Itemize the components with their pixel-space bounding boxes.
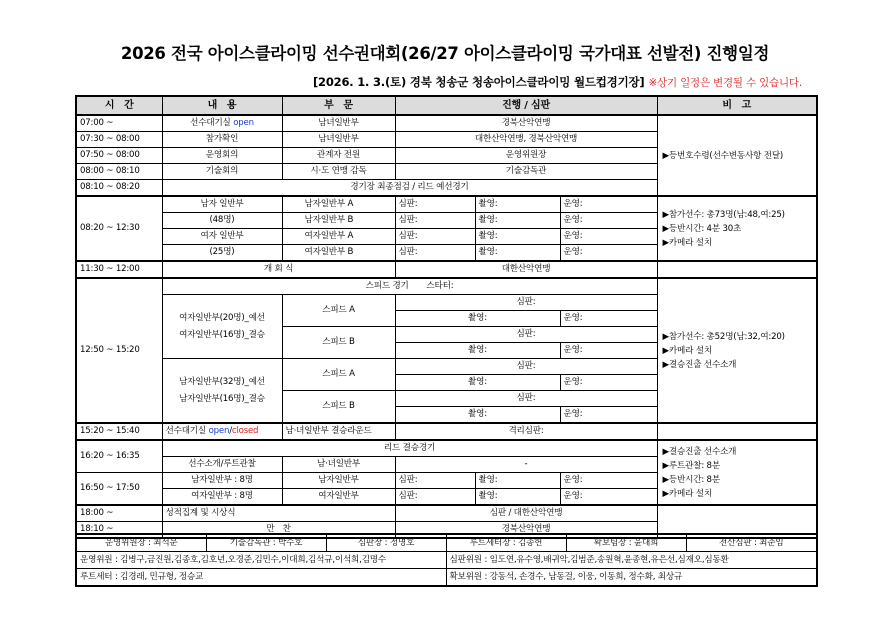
- time-cell: 16:50 ~ 17:50: [76, 473, 162, 506]
- group-label: 남자일반부(16명)_결승: [179, 393, 265, 404]
- division-cell: 시·도 연맹 감독: [282, 164, 395, 180]
- shoot-cell: 촬영:: [395, 343, 560, 359]
- operate-cell: 운영:: [560, 311, 657, 327]
- remark-item: ▶등반시간: 4분 30초: [662, 223, 742, 234]
- open-tag: open: [233, 118, 254, 128]
- operate-cell: 운영:: [560, 213, 657, 229]
- group-count: (48명): [162, 213, 282, 229]
- schedule-row: [76, 261, 817, 278]
- judge-cell: 심판:: [395, 295, 657, 311]
- remark-item: ▶카메라 설치: [662, 488, 712, 499]
- remarks-empty: [657, 423, 817, 440]
- operate-cell: 운영:: [560, 473, 657, 489]
- shoot-cell: 촬영:: [395, 407, 560, 424]
- content-cell: 기술회의: [162, 164, 282, 180]
- group-label: 남자일반부(32명)_예선: [179, 376, 265, 387]
- group-label: 여자일반부(20명)_예선: [179, 312, 265, 323]
- shoot-cell: 촬영:: [475, 229, 560, 245]
- progress-cell: 대한산악연맹: [395, 261, 657, 278]
- time-cell: 15:20 ~ 15:40: [76, 423, 162, 440]
- time-cell: 08:10 ~ 08:20: [76, 180, 162, 197]
- shoot-cell: 촬영:: [475, 473, 560, 489]
- page-title: 2026 전국 아이스클라이밍 선수권대회(26/27 아이스클라이밍 국가대표 선발전) 진행일정: [120, 44, 770, 63]
- schedule-row: [76, 440, 817, 457]
- staff-belayers: 확보위원 : 강동석, 손경수, 남동걸, 이웅, 이동희, 정수화, 최상규: [446, 569, 817, 587]
- group-label: 여자일반부 : 8명: [162, 489, 282, 506]
- course-cell: 스피드 A: [282, 295, 395, 327]
- staff-route-chief: 루트세터장 : 김종헌: [446, 534, 566, 552]
- progress-cell: 기술감독관: [395, 164, 657, 180]
- group-label: 남자일반부 : 8명: [162, 473, 282, 489]
- speed-header: [162, 278, 657, 295]
- judge-cell: 심판:: [395, 359, 657, 375]
- staff-setters: 루트세터 : 김경래, 민규형, 정승교: [76, 569, 446, 587]
- remarks-empty: [657, 261, 817, 278]
- remark-item: ▶등번호수령(선수변동사항 전달): [662, 150, 784, 161]
- remark-item: ▶루트관찰: 8분: [662, 460, 720, 471]
- staff-ops-members: 운영위원 : 김병구,금진원,김종호,김호년,오경준,김민수,이대희,김석규,이석희,김명수: [76, 552, 446, 569]
- staff-tech: 기술감독관 : 박수호: [206, 534, 326, 552]
- time-cell: 18:00 ~: [76, 505, 162, 522]
- judge-cell: 심판:: [395, 213, 475, 229]
- content-cell: 운영회의: [162, 148, 282, 164]
- header-division: 부 문: [282, 96, 395, 115]
- tag-separator: /: [229, 426, 232, 436]
- content-cell: 성적집계 및 시상식: [162, 505, 395, 522]
- content-text: 선수대기실: [165, 426, 207, 436]
- header-time: 시 간: [76, 96, 162, 115]
- content-cell: 경기장 최종점검 / 리드 예선경기: [162, 180, 657, 197]
- schedule-row: [76, 423, 817, 440]
- content-cell: [162, 423, 282, 440]
- course-cell: 스피드 B: [282, 391, 395, 424]
- women-speed-groups: [162, 295, 282, 359]
- judge-cell: 심판:: [395, 327, 657, 343]
- remark-item: ▶참가선수: 총52명(남:32,여:20): [662, 331, 785, 342]
- operate-cell: 운영:: [560, 407, 657, 424]
- division-cell: 여자일반부: [282, 489, 395, 506]
- progress-cell: 격리심판:: [395, 423, 657, 440]
- speed-title: 스피드 경기: [365, 281, 409, 291]
- staff-row: [76, 569, 817, 587]
- judge-cell: 심판:: [395, 229, 475, 245]
- division-cell: 여자일반부 B: [282, 245, 395, 262]
- operate-cell: 운영:: [560, 343, 657, 359]
- time-cell: 11:30 ~ 12:00: [76, 261, 162, 278]
- schedule-table: [75, 95, 818, 539]
- content-cell: 선수소개/루트관찰: [162, 457, 282, 473]
- staff-chair: 운영위원장 : 최석문: [76, 534, 206, 552]
- remarks-block: [657, 278, 817, 423]
- starter-label: 스타터:: [426, 281, 454, 291]
- lead-final-header: 리드 결승경기: [162, 440, 657, 457]
- course-cell: 스피드 B: [282, 327, 395, 359]
- division-cell: 남녀일반부: [282, 132, 395, 148]
- header-row: [76, 96, 817, 115]
- header-progress: 진행 / 심판: [395, 96, 657, 115]
- progress-cell: 심판 / 대한산악연맹: [395, 505, 657, 522]
- remarks-block: [657, 115, 817, 196]
- content-text: 선수대기실: [190, 118, 231, 128]
- time-cell: 08:20 ~ 12:30: [76, 196, 162, 261]
- staff-judge-chief: 심판장 : 정명호: [326, 534, 446, 552]
- header-content: 내 용: [162, 96, 282, 115]
- division-cell: 남·녀일반부: [282, 457, 395, 473]
- judge-cell: 심판:: [395, 473, 475, 489]
- judge-cell: 심판:: [395, 489, 475, 506]
- content-cell: 참가확인: [162, 132, 282, 148]
- content-cell: [162, 115, 282, 132]
- remark-item: ▶참가선수: 총73명(남:48,여:25): [662, 209, 785, 220]
- men-speed-groups: [162, 359, 282, 424]
- remarks-block: [657, 196, 817, 261]
- judge-cell: 심판:: [395, 196, 475, 213]
- open-tag: open: [208, 426, 230, 436]
- operate-cell: 운영:: [560, 489, 657, 506]
- operate-cell: 운영:: [560, 245, 657, 262]
- shoot-cell: 촬영:: [475, 213, 560, 229]
- time-cell: 07:50 ~ 08:00: [76, 148, 162, 164]
- division-cell: 남·녀일반부 결승라운드: [282, 423, 395, 440]
- content-cell: 개 회 식: [162, 261, 395, 278]
- remark-item: ▶결승진출 선수소개: [662, 446, 737, 457]
- group-label: 여자 일반부: [162, 229, 282, 245]
- remark-item: ▶카메라 설치: [662, 345, 712, 356]
- schedule-row: [76, 115, 817, 132]
- schedule-row: [76, 196, 817, 213]
- operate-cell: 운영:: [560, 229, 657, 245]
- progress-cell: 운영위원장: [395, 148, 657, 164]
- shoot-cell: 촬영:: [475, 489, 560, 506]
- staff-video-judge: 전산심판 : 최준임: [686, 534, 817, 552]
- division-cell: 남자일반부: [282, 473, 395, 489]
- time-cell: 08:00 ~ 08:10: [76, 164, 162, 180]
- course-cell: 스피드 A: [282, 359, 395, 391]
- schedule-change-note: ※상기 일정은 변경될 수 있습니다.: [648, 77, 802, 89]
- shoot-cell: 촬영:: [475, 196, 560, 213]
- division-cell: 남자일반부 A: [282, 196, 395, 213]
- division-cell: 남녀일반부: [282, 115, 395, 132]
- time-cell: 07:30 ~ 08:00: [76, 132, 162, 148]
- shoot-cell: 촬영:: [475, 245, 560, 262]
- progress-cell: -: [395, 457, 657, 473]
- operate-cell: 운영:: [560, 375, 657, 391]
- header-remarks: 비 고: [657, 96, 817, 115]
- division-cell: 여자일반부 A: [282, 229, 395, 245]
- staff-judge-members: 심판위원 : 임도연,유수영,배귀악,김범준,송원혁,윤종현,유은선,심재오,심동환: [446, 552, 817, 569]
- remark-item: ▶카메라 설치: [662, 237, 712, 248]
- content-cell: 만 찬: [162, 522, 395, 539]
- judge-cell: 심판:: [395, 391, 657, 407]
- staff-row: [76, 534, 817, 552]
- staff-row: [76, 552, 817, 569]
- progress-cell: 경북산악연맹: [395, 522, 657, 539]
- division-cell: 남자일반부 B: [282, 213, 395, 229]
- remark-item: ▶결승진출 선수소개: [662, 359, 737, 370]
- group-count: (25명): [162, 245, 282, 262]
- closed-tag: closed: [231, 426, 259, 436]
- remark-item: ▶등반시간: 8분: [662, 474, 720, 485]
- time-cell: 18:10 ~: [76, 522, 162, 539]
- division-cell: 관계자 전원: [282, 148, 395, 164]
- remarks-block: [657, 440, 817, 505]
- shoot-cell: 촬영:: [395, 311, 560, 327]
- time-cell: 07:00 ~: [76, 115, 162, 132]
- schedule-row: [76, 278, 817, 295]
- event-date-venue: [2026. 1. 3.(토) 경북 청송군 청송아이스클라이밍 월드컵경기장]: [313, 75, 645, 89]
- staff-safety-chief: 확보팀장 : 윤대희: [566, 534, 686, 552]
- operate-cell: 운영:: [560, 196, 657, 213]
- schedule-row: [76, 505, 817, 522]
- event-info: [313, 74, 802, 90]
- time-cell: 16:20 ~ 16:35: [76, 440, 162, 473]
- time-cell: 12:50 ~ 15:20: [76, 278, 162, 423]
- group-label: 여자일반부(16명)_결승: [179, 329, 265, 340]
- staff-table: [75, 533, 818, 587]
- progress-cell: 경북산악연맹: [395, 115, 657, 132]
- shoot-cell: 촬영:: [395, 375, 560, 391]
- group-label: 남자 일반부: [162, 196, 282, 213]
- progress-cell: 대한산악연맹, 경북산악연맹: [395, 132, 657, 148]
- judge-cell: 심판:: [395, 245, 475, 262]
